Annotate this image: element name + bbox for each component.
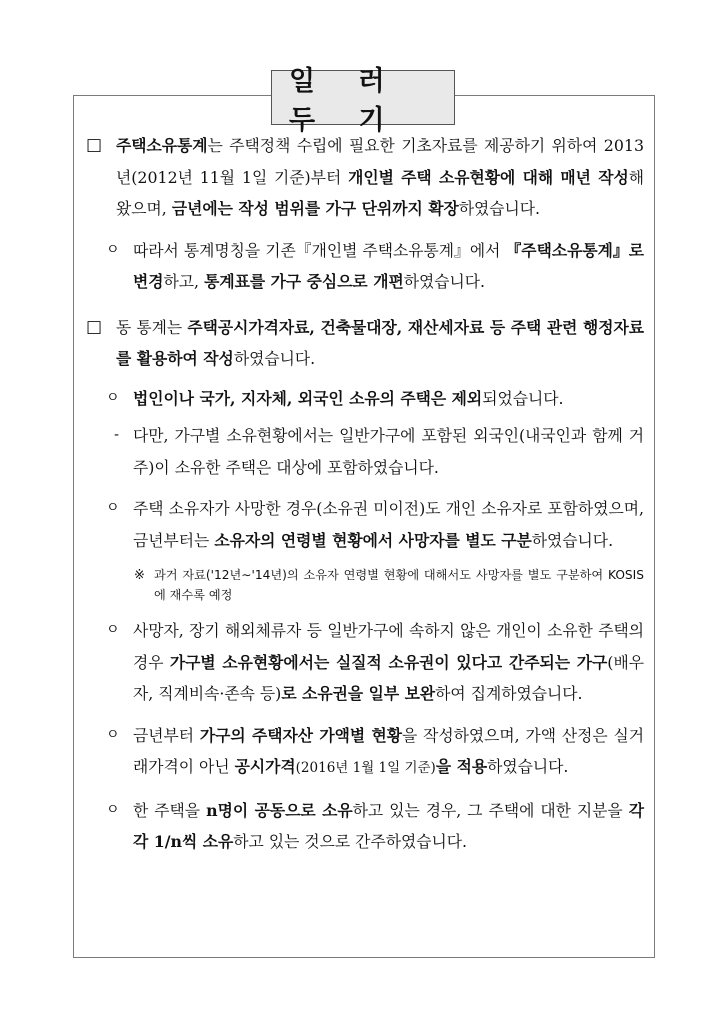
text: 하였습니다. xyxy=(531,530,614,550)
text-bold: 금년에는 작성 범위를 가구 단위까지 확장 xyxy=(171,199,459,218)
section-rename xyxy=(86,235,644,298)
circle-bullet-icon: ㅇ xyxy=(106,622,120,638)
section-kosis-note xyxy=(86,566,644,605)
circle-bullet-icon: ㅇ xyxy=(106,389,120,406)
square-bullet-icon: □ xyxy=(86,135,103,155)
circle-bullet-icon: ㅇ xyxy=(106,500,120,516)
text-bold: 개인별 주택 소유현황에 대해 매년 작성 xyxy=(348,167,629,187)
section-deceased-owners xyxy=(86,493,644,556)
text-bold: 각각 1/n씩 소유 xyxy=(133,800,644,851)
text-bold: 공시가격 xyxy=(234,757,296,776)
circle-bullet-icon: ㅇ xyxy=(106,241,120,258)
section-data-sources xyxy=(86,312,644,375)
text: 사망자, 장기 해외체류자 등 일반가구에 속하지 않은 개인이 소유한 주택의 경우 xyxy=(133,621,644,672)
section-joint-ownership xyxy=(86,795,644,858)
text: 해 왔으며, xyxy=(116,167,645,218)
text: 하여 집계하였습니다. xyxy=(435,684,583,703)
text: 는 주택정책 수립에 필요한 기초자료를 제공하기 위하여 2013년(2012년 11월 1일 기준)부터 xyxy=(116,136,644,187)
text: 하였습니다. xyxy=(458,199,541,218)
text-bold: 주택공시가격자료, 건축물대장, 재산세자료 등 주택 관련 행정자료를 활용하여 작성 xyxy=(116,317,644,368)
title-box xyxy=(271,65,455,136)
text: 하고 있는 경우, 그 주택에 대한 지분을 xyxy=(352,800,629,820)
circle-bullet-icon: ㅇ xyxy=(106,801,120,818)
text: 을 작성하였으며, 가액 산정은 실거래가격이 아닌 xyxy=(133,725,644,776)
text-bold: 소유자의 연령별 현황에서 사망자를 별도 구분 xyxy=(214,530,532,550)
text-bold: 주택소유통계 xyxy=(116,136,208,155)
text-bold: n명이 공동으로 소유 xyxy=(206,800,353,820)
text: 주택 소유자가 사망한 경우(소유권 미이전)도 개인 소유자로 포함하였으며, 금년부터는 xyxy=(133,499,644,550)
text-bold: 법인이나 국가, 지자체, 외국인 소유의 주택은 제외 xyxy=(133,388,483,408)
text-bold: 통계표를 가구 중심으로 개편 xyxy=(204,272,404,291)
text: 다만, 가구별 소유현황에서는 일반가구에 포함된 외국인(내국인과 함께 거주)이 소유한 주택은 대상에 포함하였습니다. xyxy=(133,426,644,477)
text-bold: 로 소유권을 일부 보완 xyxy=(281,684,436,703)
section-housing-stats xyxy=(86,130,644,225)
section-exclusions xyxy=(86,383,644,415)
text: 하고 있는 것으로 간주하였습니다. xyxy=(233,832,468,851)
text-bold: 가구의 주택자산 가액별 현황 xyxy=(199,725,402,745)
circle-bullet-icon: ㅇ xyxy=(106,726,120,743)
text: 과거 자료('12년∼'14년)의 소유자 연령별 현황에 대해서도 사망자를 별도 구분하여 KOSIS에 재수록 예정 xyxy=(154,568,644,602)
text: (배우자, 직계비속·존속 등) xyxy=(133,652,644,703)
square-bullet-icon: □ xyxy=(86,316,103,337)
text: 한 주택을 xyxy=(133,800,207,820)
text-bold: 가구별 소유현황에서는 실질적 소유권이 있다고 간주되는 가구 xyxy=(169,652,608,672)
dash-bullet-icon: - xyxy=(114,427,120,443)
section-asset-value xyxy=(86,720,644,785)
text-bold: 『주택소유통계』로 변경 xyxy=(133,240,645,291)
section-non-household-owners xyxy=(86,615,644,710)
text-bold: 을 적용 xyxy=(435,757,488,776)
reference-mark-icon: ※ xyxy=(134,568,145,583)
text: (2016년 1월 1일 기준) xyxy=(295,760,436,776)
text: 하였습니다. xyxy=(403,272,486,291)
text: 하고, xyxy=(163,272,205,291)
text: 하였습니다. xyxy=(233,349,316,368)
text: 따라서 통계명칭을 기존『개인별 주택소유통계』에서 xyxy=(133,240,506,260)
section-exclusions-exception xyxy=(86,420,644,483)
text: 금년부터 xyxy=(133,725,200,745)
text: 동 통계는 xyxy=(116,317,188,337)
text: 되었습니다. xyxy=(482,388,564,408)
text: 하였습니다. xyxy=(487,757,569,776)
notes-content xyxy=(86,130,644,858)
page-title: 일 러 두 기 xyxy=(289,65,402,136)
